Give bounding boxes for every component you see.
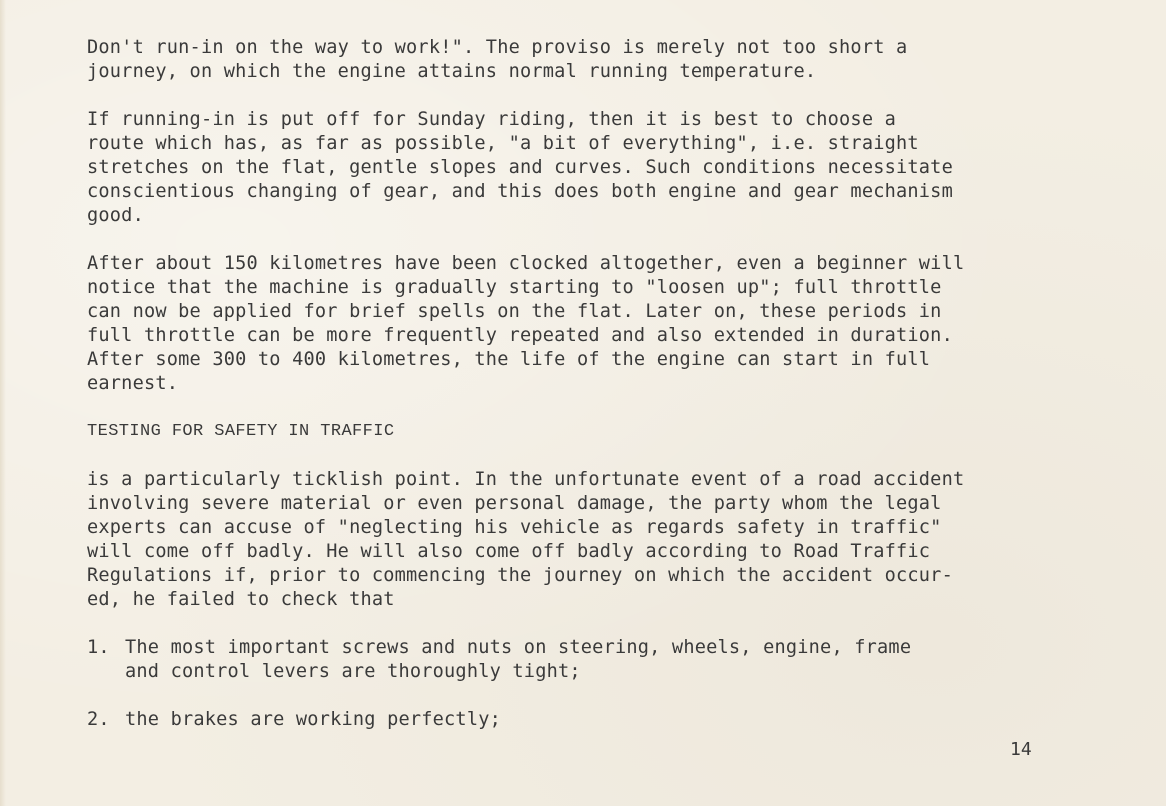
paragraph-2: If running-in is put off for Sunday riding, then it is best to choose a route which has, as far as possible, "a bit of everything", i.e. straight stretches on the flat, gentle slopes and curves. Such conditions necessitate conscientious changing of gear, and this does both engine and gear mechanism good. xyxy=(87,109,953,226)
body-text xyxy=(87,36,1117,756)
list-item-2 xyxy=(87,708,1117,732)
page-number: 14 xyxy=(1010,739,1032,760)
list-text: The most important screws and nuts on steering, wheels, engine, frame and control levers are thoroughly tight; xyxy=(125,637,912,682)
list-number: 2. xyxy=(87,709,110,730)
list-item-1 xyxy=(87,636,1117,684)
paragraph-3: After about 150 kilometres have been clocked altogether, even a beginner will notice that the machine is gradually starting to "loosen up"; full throttle can now be applied for brief spells on the flat. Later on, these periods in full throttle can be more frequently repeated and also extended in duration. After some 300 to 400 kilometres, the life of the engine can start in full earnest. xyxy=(87,253,965,394)
section-heading: TESTING FOR SAFETY IN TRAFFIC xyxy=(87,422,395,441)
page-edge-shadow xyxy=(0,0,6,806)
paragraph-1: Don't run-in on the way to work!". The proviso is merely not too short a journey, on which the engine attains normal running temperature. xyxy=(87,37,908,82)
list-text: the brakes are working perfectly; xyxy=(125,709,502,730)
paragraph-4: is a particularly ticklish point. In the unfortunate event of a road accident involving severe material or even personal damage, the party whom the legal experts can accuse of "neglecting his vehicle as regards safety in traffic" will come off badly. He will also come off badly according to Road Traffic Regulations if, prior to commencing the journey on which the accident occur- ed, he failed to check that xyxy=(87,469,965,610)
list-number: 1. xyxy=(87,637,110,658)
